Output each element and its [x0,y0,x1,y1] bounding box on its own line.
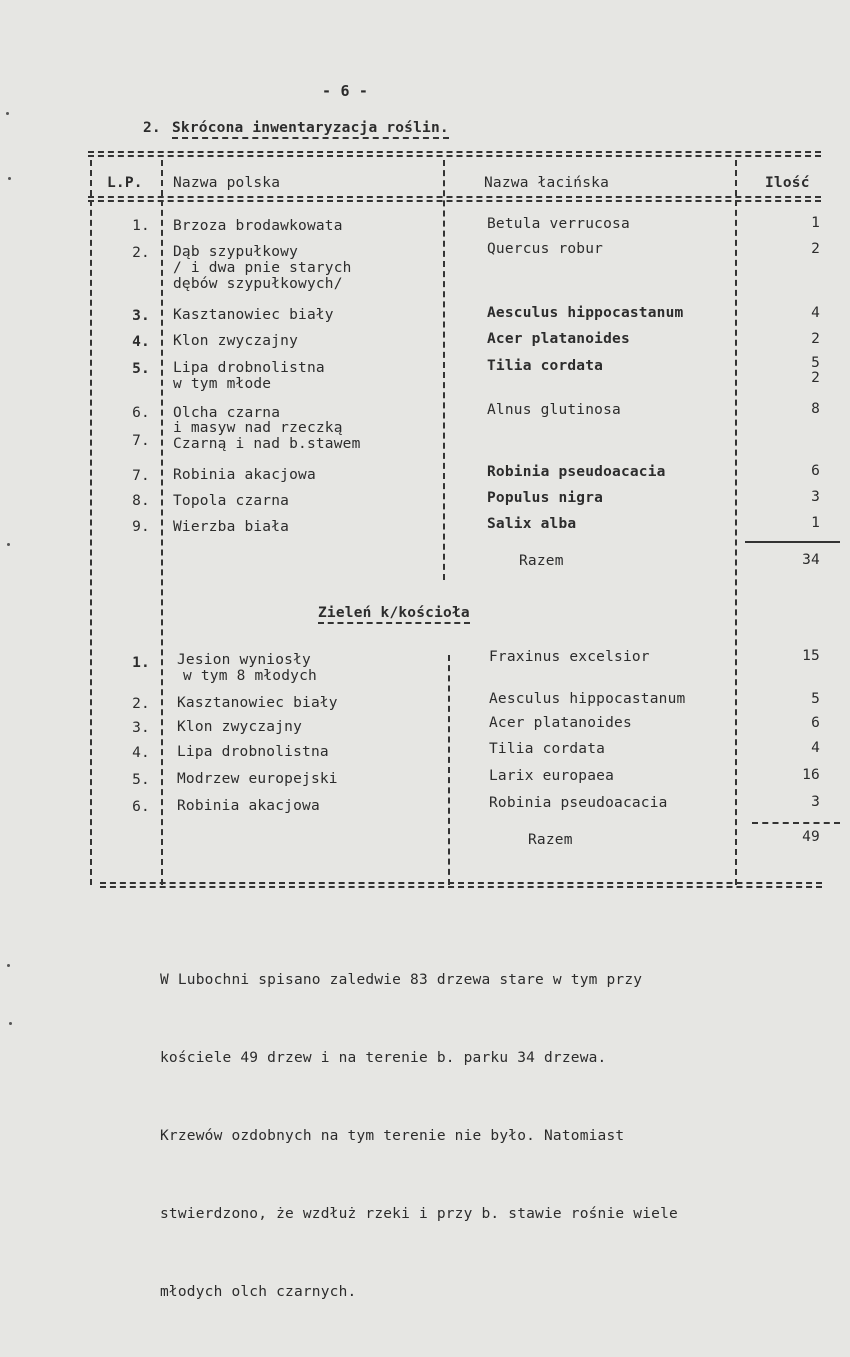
church-total-value: 49 [802,829,820,845]
row-polish-line: Lipa drobnolistna [173,360,325,376]
header-bottom-rule [88,196,821,202]
row-quantity: 2 [811,241,820,257]
row-quantity: 4 [811,740,820,756]
row-polish-name: Robinia akacjowa [173,467,316,483]
header-latin: Nazwa łacińska [484,175,610,191]
row-latin-name: Betula verrucosa [487,216,630,232]
column-rule-latin [735,160,737,885]
row-latin-name: Quercus robur [487,241,604,257]
scan-speck [7,964,10,967]
page-number: - 6 - [322,82,369,100]
row-latin-name: Fraxinus excelsior [489,649,650,665]
row-quantity: 1 [811,515,820,531]
row-latin-name: Acer platanoides [487,331,630,347]
row-quantity: 15 [802,648,820,664]
row-polish-name [173,244,352,292]
row-polish-name: Topola czarna [173,493,290,509]
row-polish-name: Robinia akacjowa [177,798,320,814]
row-quantity-line: 2 [811,370,820,386]
scan-speck [6,112,9,115]
row-lp: 8. [132,493,150,509]
row-polish-name [173,360,325,392]
row-lp: 1. [132,218,150,234]
row-latin-name: Aesculus hippocastanum [489,691,686,707]
row-quantity: 3 [811,794,820,810]
row-polish-line: w tym 8 młodych [183,668,317,684]
paragraph-line: młodych olch czarnych. [160,1284,357,1300]
row-lp: 9. [132,519,150,535]
row-lp: 3. [132,720,150,736]
row-lp: 6. [132,799,150,815]
row-polish-name: Wierzba biała [173,519,290,535]
section-title [172,119,449,137]
row-polish-line: Dąb szypułkowy [173,244,299,260]
row-polish-name: Olcha czarna [173,405,281,421]
paragraph-line: kościele 49 drzew i na terenie b. parku 34 drzewa. [160,1050,607,1066]
row-lp: 2. [132,696,150,712]
row-latin-name: Robinia pseudoacacia [489,795,668,811]
church-total-label: Razem [528,832,573,848]
row-lp: 3. [132,308,150,324]
row-latin-name: Populus nigra [487,490,604,506]
row-latin-name: Robinia pseudoacacia [487,464,666,480]
row-polish-name: Kasztanowiec biały [173,307,334,323]
row-quantity: 1 [811,215,820,231]
row-polish-line: Czarną i nad b.stawem [173,436,361,452]
row-quantity: 5 [811,691,820,707]
row-polish-name [177,652,317,684]
row-latin-name: Acer platanoides [489,715,632,731]
paragraph-line: Krzewów ozdobnych na tym terenie nie było. Natomiast [160,1128,625,1144]
row-polish-name: Brzoza brodawkowata [173,218,343,234]
row-quantity: 2 [811,331,820,347]
scan-speck [7,543,10,546]
paragraph-line: W Lubochni spisano zaledwie 83 drzewa stare w tym przy [160,972,643,988]
row-quantity: 3 [811,489,820,505]
section-title-text: Skrócona inwentaryzacja roślin. [172,120,449,139]
header-qty: Ilość [765,175,810,191]
row-lp: 7. [132,433,150,449]
row-polish-name: Lipa drobnolistna [177,744,329,760]
summary-paragraph [160,915,678,1357]
church-total-rule [752,822,840,824]
row-polish-line: / i dwa pnie starych [173,260,352,276]
row-quantity-line: 5 [811,355,820,371]
row-polish-name: Modrzew europejski [177,771,338,787]
row-latin-name: Larix europaea [489,768,615,784]
row-latin-name: Tilia cordata [487,358,604,374]
row-latin-name: Tilia cordata [489,741,606,757]
column-rule-lp [161,160,163,885]
row-lp: 6. [132,405,150,421]
scan-speck [9,1022,12,1025]
row-latin-name: Aesculus hippocastanum [487,305,684,321]
section-number: 2. [143,120,161,136]
row-lp: 7. [132,468,150,484]
row-lp: 5. [132,772,150,788]
row-lp: 4. [132,334,150,350]
header-lp: L.P. [107,175,143,191]
row-quantity: 6 [811,715,820,731]
row-lp: 4. [132,745,150,761]
row-lp: 1. [132,655,150,671]
church-section-heading-text: Zieleń k/kościoła [318,605,470,624]
paragraph-line: stwierdzono, że wzdłuż rzeki i przy b. stawie rośnie wiele [160,1206,678,1222]
row-polish-line: i masyw nad rzeczką [173,420,343,436]
table-bottom-rule [100,882,822,888]
row-latin-name: Salix alba [487,516,577,532]
row-lp: 5. [132,361,150,377]
row-polish-name: Klon zwyczajny [173,333,299,349]
row-polish-line: Jesion wyniosły [177,652,311,668]
scan-speck [8,177,11,180]
row-polish-name: Kasztanowiec biały [177,695,338,711]
row-polish-name [173,420,361,452]
column-rule-polish-upper [443,160,445,580]
row-latin-name: Alnus glutinosa [487,402,621,418]
row-polish-line: dębów szypułkowych/ [173,276,343,292]
row-polish-name: Klon zwyczajny [177,719,303,735]
row-quantity [780,356,820,386]
table-top-rule [88,151,821,157]
row-quantity: 4 [811,305,820,321]
park-total-label: Razem [519,553,564,569]
column-rule-polish-lower [448,655,450,885]
column-rule-left [90,160,92,885]
row-polish-line: w tym młode [173,376,272,392]
header-polish: Nazwa polska [173,175,281,191]
park-total-rule [745,541,840,543]
row-quantity: 8 [811,401,820,417]
row-quantity: 16 [802,767,820,783]
church-section-heading [318,604,470,622]
park-total-value: 34 [802,552,820,568]
row-lp: 2. [132,245,150,261]
row-quantity: 6 [811,463,820,479]
